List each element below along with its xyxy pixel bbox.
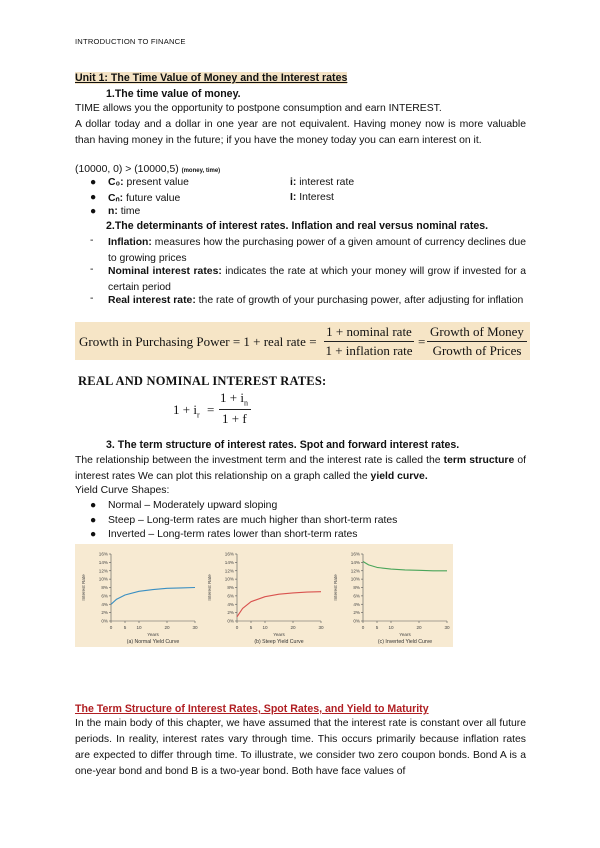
x-tick-label: 20: [290, 625, 296, 630]
expression: (10000, 0) > (10000,5): [75, 164, 179, 175]
formula-denominator-1: 1 + inflation rate: [325, 343, 413, 358]
y-tick-label: 10%: [224, 576, 234, 582]
formula-lhs: Growth in Purchasing Power = 1 + real rate =: [79, 334, 317, 349]
x-tick-label: 0: [235, 625, 239, 630]
y-tick-label: 2%: [101, 610, 108, 616]
x-tick-label: 10: [388, 625, 394, 630]
p-part: The relationship between the investment term and the interest rate is called the: [75, 455, 444, 466]
def-text: interest rate: [296, 177, 355, 188]
eq-equals: =: [207, 402, 215, 417]
x-axis-label: Years: [147, 632, 159, 637]
y-axis-label: Interest Rate: [207, 574, 212, 601]
p-part: of interest rates We can plot this relationship on a graph called the: [75, 455, 526, 482]
def-text: present value: [123, 177, 189, 188]
y-tick-label: 14%: [224, 559, 234, 565]
x-tick-label: 0: [361, 625, 365, 630]
def-symbol: n:: [108, 206, 118, 217]
def-interest-rate: [290, 177, 354, 188]
section-3-heading: 3. The term structure of interest rates. Spot and forward interest rates.: [106, 439, 460, 451]
term-structure-term: term structure: [443, 455, 515, 466]
y-tick-label: 12%: [98, 568, 108, 574]
y-tick-label: 2%: [353, 610, 360, 616]
y-tick-label: 16%: [350, 551, 360, 557]
y-tick-label: 2%: [227, 610, 234, 616]
yield-curve-term: yield curve.: [370, 471, 428, 482]
x-tick-label: 30: [192, 625, 198, 630]
x-tick-label: 5: [375, 625, 379, 630]
x-tick-label: 30: [318, 625, 324, 630]
def-text: time: [117, 206, 141, 217]
y-tick-label: 16%: [98, 551, 108, 557]
y-tick-label: 12%: [224, 568, 234, 574]
x-axis-label: Years: [399, 632, 411, 637]
x-tick-label: 20: [416, 625, 422, 630]
def-symbol: C₀:: [108, 177, 124, 188]
x-tick-label: 10: [262, 625, 268, 630]
section-1-paragraph-1: TIME allows you the opportunity to postpone consumption and earn INTEREST.: [75, 103, 442, 114]
expression-note: (money, time): [181, 168, 221, 174]
y-tick-label: 0%: [353, 618, 360, 624]
y-tick-label: 8%: [101, 585, 108, 591]
fisher-equation: [173, 390, 253, 430]
def-text: Interest: [296, 192, 334, 203]
section-4-paragraph: In the main body of this chapter, we have assumed that the interest rate is constant over all future periods. In reality, interest rates vary through time. This occurs primarily because inflation rates are expected to differ through time. To illustrate, we consider two zero coupon bonds. Bond A is a one-year bond and bond B is a two-year bond. Both have face values of: [75, 718, 526, 777]
y-tick-label: 10%: [98, 576, 108, 582]
y-tick-label: 0%: [101, 618, 108, 624]
x-axis-label: Years: [273, 632, 285, 637]
section-1-paragraph-2: A dollar today and a dollar in one year are not equivalent. Having money now is more valuable than having money in the future; if you have the money today you can earn interest on it.: [75, 119, 526, 146]
item-text: the rate of growth of your purchasing power, after adjusting for inflation: [195, 295, 524, 306]
x-tick-label: 10: [136, 625, 142, 630]
item-term: Nominal interest rates:: [108, 266, 222, 277]
x-tick-label: 0: [109, 625, 113, 630]
x-tick-label: 20: [164, 625, 170, 630]
formula-equals: =: [418, 334, 426, 349]
eq-lhs-sub: r: [196, 410, 200, 420]
y-axis-label: Interest Rate: [333, 574, 338, 601]
section-3-paragraph: [75, 453, 526, 485]
def-symbol: I:: [290, 192, 297, 203]
y-tick-label: 4%: [227, 601, 234, 607]
def-symbol: i:: [290, 177, 297, 188]
x-tick-label: 5: [123, 625, 127, 630]
yield-curve-line: [363, 562, 447, 571]
def-text: future value: [123, 193, 181, 204]
fraction-bar-2: [427, 341, 527, 342]
item-term: Inflation:: [108, 237, 152, 248]
section-1-heading: 1.The time value of money.: [106, 88, 241, 100]
y-tick-label: 8%: [227, 585, 234, 591]
y-tick-label: 4%: [101, 601, 108, 607]
shape-text: Steep – Long-term rates are much higher than short-term rates: [108, 515, 398, 526]
y-tick-label: 0%: [227, 618, 234, 624]
y-tick-label: 6%: [101, 593, 108, 599]
item-term: Real interest rate:: [108, 295, 196, 306]
page-header: INTRODUCTION TO FINANCE: [75, 37, 186, 46]
y-tick-label: 6%: [353, 593, 360, 599]
chart-caption: (a) Normal Yield Curve: [126, 639, 180, 645]
unit-title: Unit 1: The Time Value of Money and the Interest rates: [75, 72, 348, 84]
item-text: indicates the rate at which your money will grow if invested for a certain period: [108, 266, 526, 293]
yield-curve-line: [237, 592, 321, 617]
yield-curve-figure: [75, 544, 453, 647]
y-axis-label: Interest Rate: [81, 574, 86, 601]
real-nominal-title: REAL AND NOMINAL INTEREST RATES:: [78, 374, 327, 388]
inequality-expression: [75, 164, 220, 175]
shape-text: Inverted – Long-term rates lower than short-term rates: [108, 529, 358, 540]
y-tick-label: 6%: [227, 593, 234, 599]
section-4-heading: The Term Structure of Interest Rates, Spot Rates, and Yield to Maturity: [75, 703, 429, 715]
def-interest: [290, 192, 334, 203]
x-tick-label: 30: [444, 625, 450, 630]
chart-caption: (c) Inverted Yield Curve: [377, 639, 433, 645]
def-symbol: Cₙ:: [108, 193, 124, 204]
item-text: measures how the purchasing power of a given amount of currency declines due to growing prices: [108, 237, 526, 264]
eq-num-sub: n: [243, 398, 248, 408]
formula-denominator-2: Growth of Prices: [432, 343, 522, 358]
eq-lhs: 1 + i: [173, 402, 197, 417]
eq-denominator: 1 + f: [222, 411, 247, 426]
y-tick-label: 14%: [350, 559, 360, 565]
yield-curve-charts: [75, 544, 453, 647]
formula-numerator-2: Growth of Money: [430, 324, 524, 339]
section-2-heading: 2.The determinants of interest rates. Inflation and real versus nominal rates.: [106, 220, 489, 232]
y-tick-label: 4%: [353, 601, 360, 607]
y-tick-label: 8%: [353, 585, 360, 591]
purchasing-power-formula: [75, 322, 530, 360]
y-tick-label: 16%: [224, 551, 234, 557]
yield-curve-line: [111, 588, 195, 605]
yield-shapes-label: Yield Curve Shapes:: [75, 485, 170, 496]
formula-numerator-1: 1 + nominal rate: [326, 324, 412, 339]
y-tick-label: 14%: [98, 559, 108, 565]
chart-caption: (b) Steep Yield Curve: [254, 639, 304, 645]
eq-numerator: 1 + i: [220, 390, 244, 405]
y-tick-label: 10%: [350, 576, 360, 582]
x-tick-label: 5: [249, 625, 253, 630]
fraction-bar-1: [324, 341, 414, 342]
y-tick-label: 12%: [350, 568, 360, 574]
eq-fraction-bar: [219, 409, 251, 410]
shape-text: Normal – Moderately upward sloping: [108, 500, 278, 511]
